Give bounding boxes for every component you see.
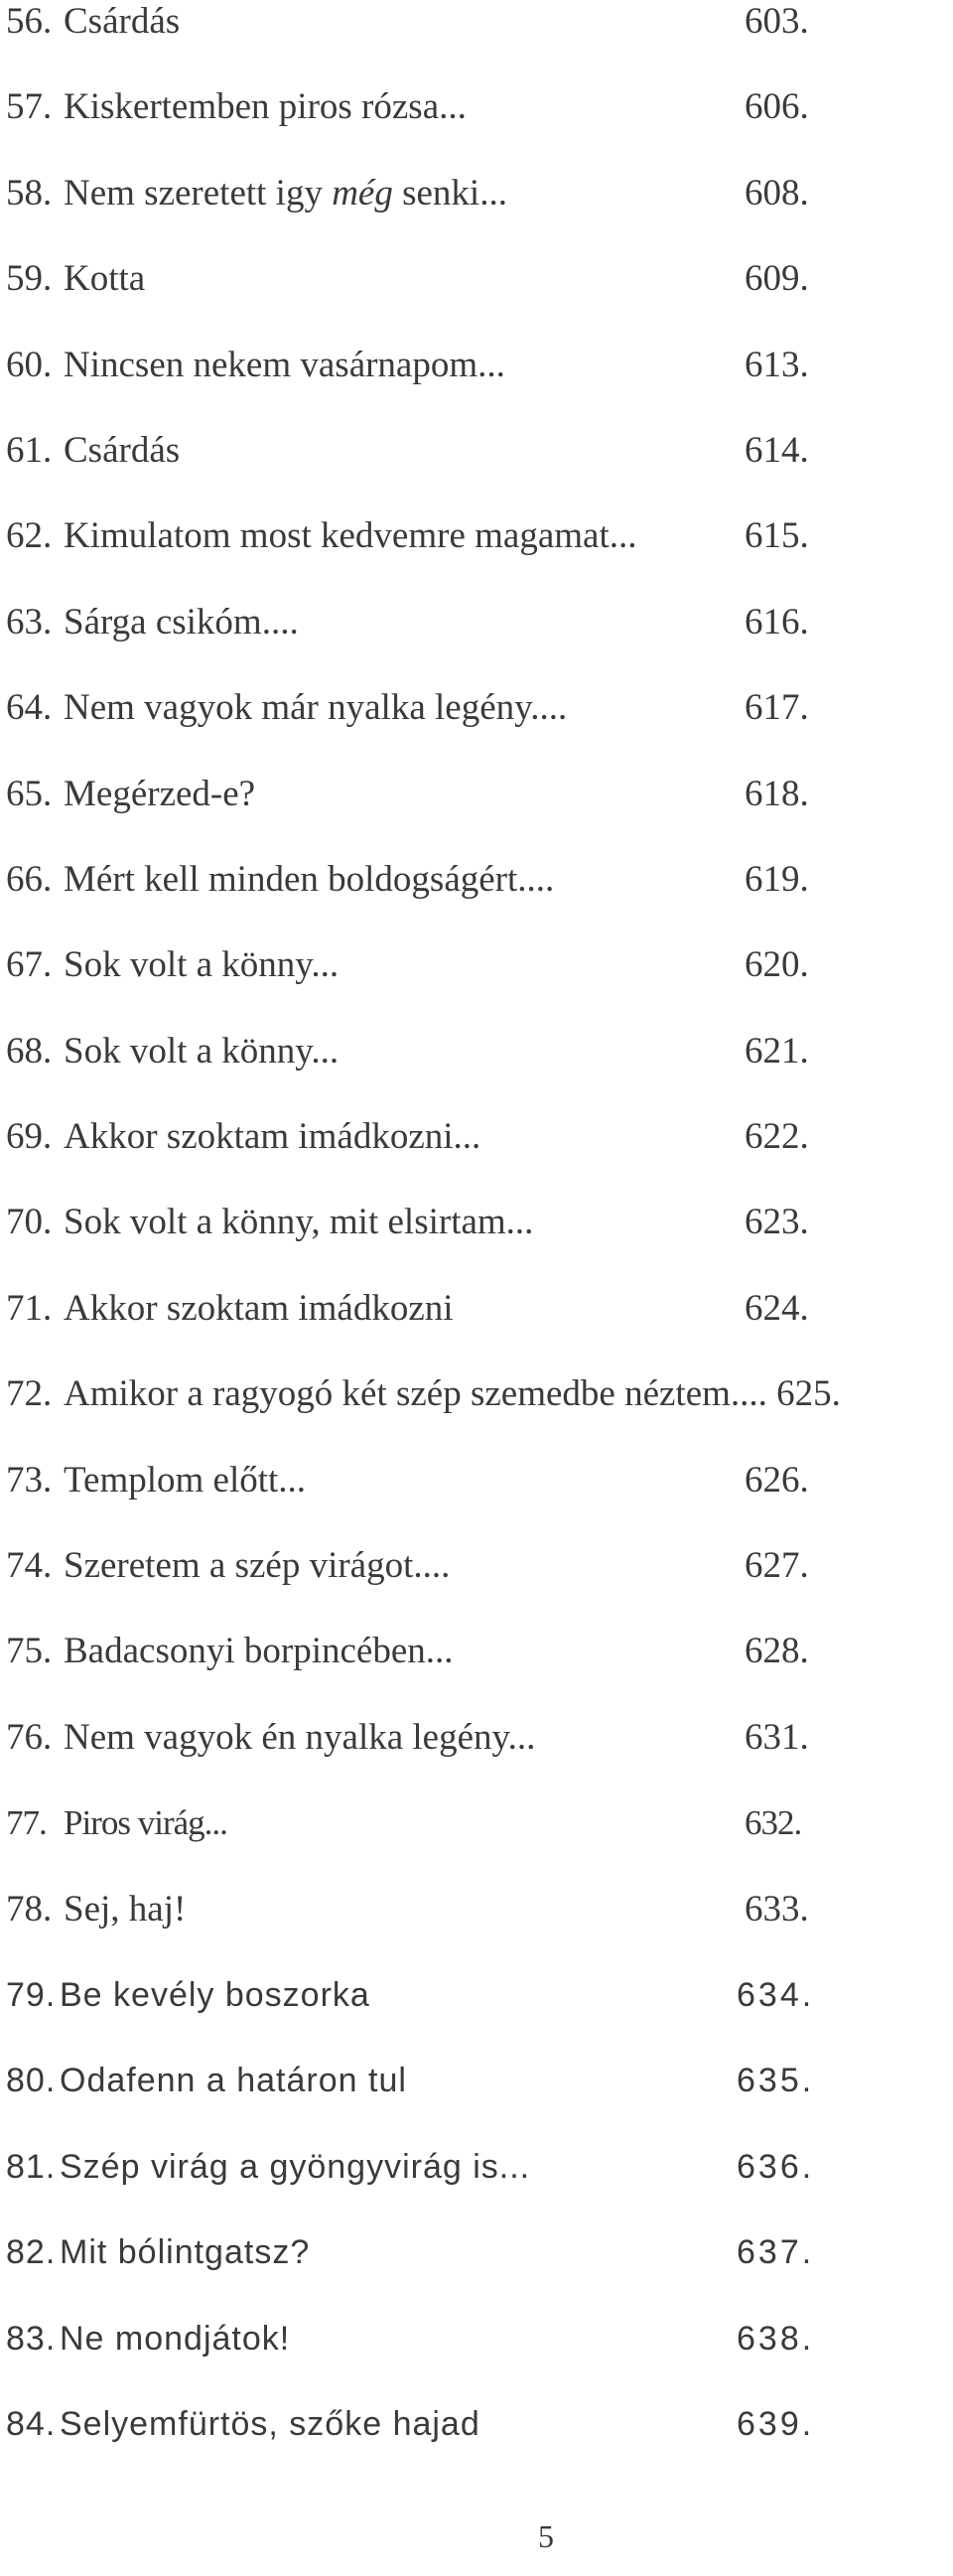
toc-entry bbox=[0, 1544, 953, 1630]
toc-entry bbox=[0, 1287, 953, 1372]
entry-page: 608. bbox=[745, 172, 809, 214]
entry-page: 632. bbox=[745, 1803, 802, 1843]
entry-page: 627. bbox=[745, 1545, 809, 1587]
toc-entry bbox=[0, 773, 953, 858]
entry-number: 78. bbox=[6, 1888, 53, 1930]
entry-page: 638. bbox=[737, 2319, 815, 2358]
entry-title: Kotta bbox=[64, 258, 146, 300]
entry-number: 59. bbox=[6, 258, 53, 300]
toc-entry bbox=[0, 2317, 953, 2402]
toc-entry bbox=[0, 858, 953, 943]
entry-number: 58. bbox=[6, 172, 53, 214]
entry-number: 69. bbox=[6, 1116, 53, 1158]
entry-page: 635. bbox=[737, 2062, 815, 2100]
entry-number: 62. bbox=[6, 515, 53, 557]
entry-title: Szép virág a gyöngyvirág is... bbox=[60, 2147, 531, 2186]
toc-entry bbox=[0, 1888, 953, 1973]
toc-entry bbox=[0, 429, 953, 514]
entry-title: Nem vagyok én nyalka legény... bbox=[64, 1716, 536, 1758]
toc-entry bbox=[0, 1030, 953, 1115]
toc-entry bbox=[0, 172, 953, 257]
entry-number: 56. bbox=[6, 1, 53, 42]
entry-title: Selyemfürtös, szőke hajad bbox=[60, 2404, 480, 2443]
entry-page: 617. bbox=[745, 687, 809, 729]
entry-title-part: senki... bbox=[392, 172, 507, 214]
entry-title: Piros virág... bbox=[64, 1803, 227, 1843]
entry-number: 73. bbox=[6, 1459, 53, 1501]
entry-number: 82. bbox=[6, 2233, 57, 2272]
entry-number: 74. bbox=[6, 1545, 53, 1587]
toc-entry bbox=[0, 1973, 953, 2059]
entry-number: 79. bbox=[6, 1975, 57, 2014]
entry-page: 628. bbox=[745, 1631, 809, 1672]
entry-page: 619. bbox=[745, 858, 809, 900]
toc-entry bbox=[0, 2145, 953, 2230]
entry-number: 61. bbox=[6, 429, 53, 471]
entry-page: 625. bbox=[776, 1373, 841, 1415]
entry-title: Nincsen nekem vasárnapom... bbox=[64, 344, 505, 385]
toc-entry bbox=[0, 1459, 953, 1544]
toc-entry bbox=[0, 1115, 953, 1201]
entry-number: 65. bbox=[6, 773, 53, 814]
entry-title bbox=[64, 1372, 841, 1416]
entry-number: 67. bbox=[6, 944, 53, 986]
entry-page: 620. bbox=[745, 944, 809, 986]
entry-number: 68. bbox=[6, 1030, 53, 1072]
entry-title: Ne mondjátok! bbox=[60, 2319, 291, 2358]
entry-title: Mit bólintgatsz? bbox=[60, 2233, 311, 2272]
entry-number: 70. bbox=[6, 1202, 53, 1243]
toc-entry bbox=[0, 601, 953, 686]
entry-page: 606. bbox=[745, 86, 809, 128]
entry-page: 634. bbox=[737, 1975, 815, 2014]
entry-title: Kiskertemben piros rózsa... bbox=[64, 86, 467, 128]
entry-number: 84. bbox=[6, 2404, 57, 2443]
toc-entry bbox=[0, 2402, 953, 2488]
entry-page: 624. bbox=[745, 1287, 809, 1329]
entry-number: 66. bbox=[6, 858, 53, 900]
entry-page: 614. bbox=[745, 429, 809, 471]
entry-title: Csárdás bbox=[64, 1, 181, 42]
toc-entry bbox=[0, 1801, 953, 1887]
entry-page: 616. bbox=[745, 601, 809, 643]
entry-page: 613. bbox=[745, 344, 809, 385]
entry-title: Odafenn a határon tul bbox=[60, 2062, 407, 2100]
toc-entry bbox=[0, 2230, 953, 2316]
entry-title-part: Nem szeretett igy bbox=[64, 172, 333, 214]
toc-entry bbox=[0, 1201, 953, 1286]
page-number: 5 bbox=[538, 2518, 554, 2554]
entry-title: Sárga csikóm.... bbox=[64, 601, 299, 643]
entry-number: 76. bbox=[6, 1716, 53, 1758]
toc-entry bbox=[0, 1630, 953, 1715]
toc-entry bbox=[0, 1372, 953, 1458]
entry-title: Sok volt a könny, mit elsirtam... bbox=[64, 1202, 534, 1243]
entry-number: 72. bbox=[6, 1373, 53, 1415]
toc-entry bbox=[0, 1716, 953, 1801]
entry-title-italic: még bbox=[332, 172, 393, 214]
entry-number: 63. bbox=[6, 601, 53, 643]
entry-title: Csárdás bbox=[64, 429, 181, 471]
entry-page: 609. bbox=[745, 258, 809, 300]
entry-title: Akkor szoktam imádkozni bbox=[64, 1287, 454, 1329]
entry-number: 75. bbox=[6, 1631, 53, 1672]
entry-number: 77. bbox=[6, 1803, 47, 1843]
entry-page: 636. bbox=[737, 2147, 815, 2186]
entry-number: 80. bbox=[6, 2062, 57, 2100]
entry-number: 81. bbox=[6, 2147, 57, 2186]
toc-entry bbox=[0, 686, 953, 772]
toc-entry bbox=[0, 0, 953, 85]
entry-page: 633. bbox=[745, 1888, 809, 1930]
entry-title: Mért kell minden boldogságért.... bbox=[64, 858, 555, 900]
entry-number: 57. bbox=[6, 86, 53, 128]
entry-title: Sej, haj! bbox=[64, 1888, 187, 1930]
entry-page: 623. bbox=[745, 1202, 809, 1243]
entry-title: Kimulatom most kedvemre magamat... bbox=[64, 515, 637, 557]
entry-page: 615. bbox=[745, 515, 809, 557]
toc-entry bbox=[0, 943, 953, 1029]
entry-title: Nem vagyok már nyalka legény.... bbox=[64, 687, 568, 729]
entry-number: 60. bbox=[6, 344, 53, 385]
toc-entry bbox=[0, 257, 953, 343]
entry-title: Megérzed-e? bbox=[64, 773, 256, 814]
entry-number: 64. bbox=[6, 687, 53, 729]
entry-title: Sok volt a könny... bbox=[64, 1030, 340, 1072]
entry-page: 637. bbox=[737, 2233, 815, 2272]
entry-number: 83. bbox=[6, 2319, 57, 2358]
entry-title: Badacsonyi borpincében... bbox=[64, 1631, 454, 1672]
entry-page: 603. bbox=[745, 1, 809, 42]
entry-title: Be kevély boszorka bbox=[60, 1975, 370, 2014]
entry-page: 626. bbox=[745, 1459, 809, 1501]
entry-page: 622. bbox=[745, 1116, 809, 1158]
entry-title: Akkor szoktam imádkozni... bbox=[64, 1116, 481, 1158]
entry-title: Szeretem a szép virágot.... bbox=[64, 1545, 451, 1587]
entry-page: 639. bbox=[737, 2404, 815, 2443]
toc-entry bbox=[0, 514, 953, 600]
entry-page: 618. bbox=[745, 773, 809, 814]
entry-number: 71. bbox=[6, 1287, 53, 1329]
entry-page: 631. bbox=[745, 1716, 809, 1758]
toc-entry bbox=[0, 344, 953, 429]
entry-title bbox=[64, 172, 507, 215]
toc-entry bbox=[0, 85, 953, 171]
toc-entry bbox=[0, 2059, 953, 2144]
entry-page: 621. bbox=[745, 1030, 809, 1072]
entry-title-text: Amikor a ragyogó két szép szemedbe néztem.... bbox=[64, 1373, 777, 1415]
entry-title: Templom előtt... bbox=[64, 1459, 307, 1501]
entry-title: Sok volt a könny... bbox=[64, 944, 340, 986]
